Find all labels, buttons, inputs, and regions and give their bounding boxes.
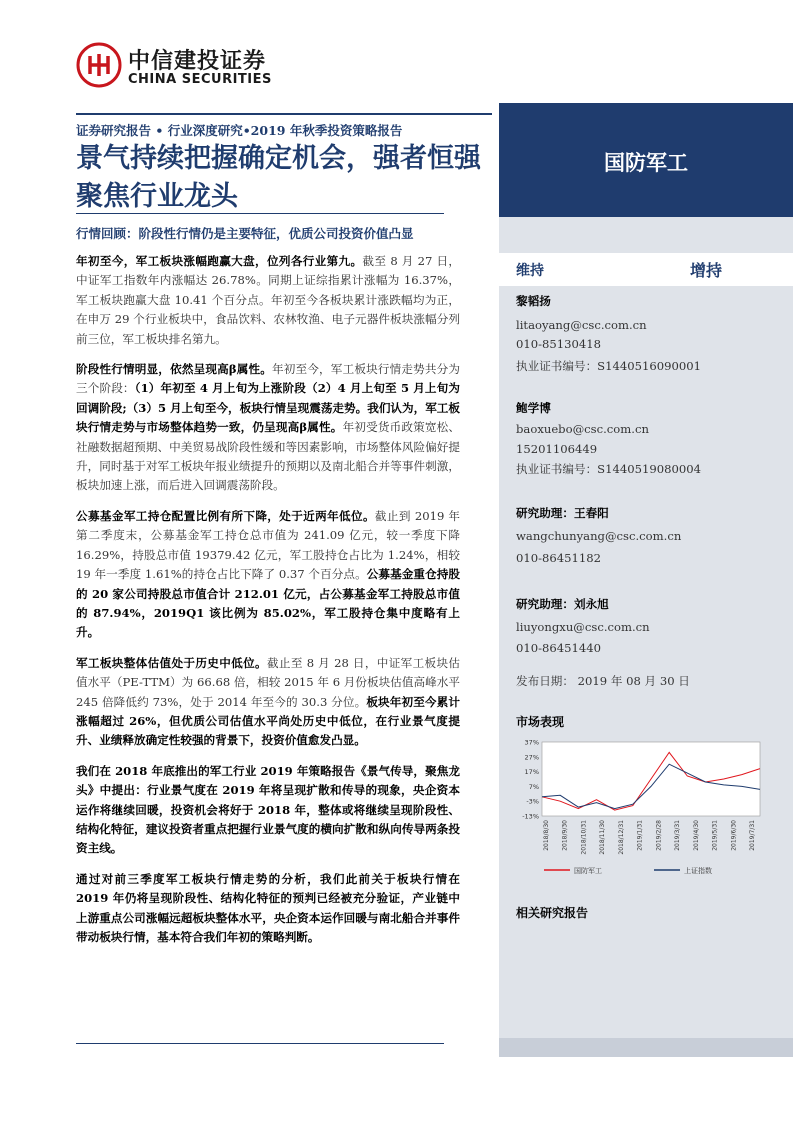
legend-label: 国防军工 (574, 867, 602, 875)
publish-date: 发布日期： 2019 年 08 月 30 日 (516, 674, 690, 688)
paragraph-market-review (76, 252, 460, 349)
paragraph-emphasis: （1）年初至 4 月上旬为上涨阶段（2）4 月上旬至 5 月上旬为回调阶段;（3）5 月上旬至今，板块行情呈现震荡走势。我们认为，军工板块行情走势与市场整体趋势一致，仍呈现高β属性。 (76, 381, 460, 435)
y-tick-label: 7% (528, 782, 539, 791)
related-reports-heading: 相关研究报告 (516, 906, 589, 920)
x-tick-label: 2019/7/31 (749, 820, 756, 851)
x-tick-label: 2019/4/30 (692, 820, 700, 851)
x-tick-label: 2019/5/31 (711, 820, 719, 851)
assistant-phone: 010-86451182 (516, 551, 602, 565)
sector-name: 国防军工 (604, 151, 688, 175)
paragraph-emphasis: 板块年初至今累计涨幅超过 26%，但优质公司估值水平尚处历史中低位，在行业景气度提升、业绩释放确定性较强的背景下，投资价值愈发凸显。 (76, 694, 460, 748)
paragraph-emphasis: 公募基金重仓持股的 20 家公司持股总市值合计 212.01 亿元，占公募基金军工持股总市值的 87.94%，2019Q1 该比例为 85.02%，军工股持仓集中度略有上升。 (76, 567, 460, 640)
x-tick-label: 2018/11/30 (599, 820, 607, 855)
report-title: 景气持续把握确定机会，强者恒强聚焦行业龙头 (76, 143, 481, 212)
x-tick-label: 2018/8/30 (543, 820, 550, 851)
paragraph-text: 截至 8 月 27 日，中证军工指数年内涨幅达 26.78%。同期上证综指累计涨幅为 16.37%，军工板块跑赢大盘 10.41 个百分点。年初至今各板块累计涨跌幅均为正，在申万 29 个行业板块中，食品饮料、农林牧渔、电子元器件板块涨幅分列前三位，军工板块排名第九。 (76, 254, 460, 346)
analyst-cert: 执业证书编号：S1440516090001 (516, 359, 701, 373)
paragraph-text: 截止至 8 月 28 日，中证军工板块估值水平（PE-TTM）为 66.68 倍，相较 2015 年 6 月份板块估值高峰水平 245 倍降低约 73%，处于 2014 年至今的 30.3 分位。 (76, 655, 460, 709)
paragraph-text: 年初受货币政策宽松、社融数据超预期、中美贸易战阶段性缓和等因素影响，市场整体风险偏好提升，同时基于对军工板块年报业绩提升的预期以及南北船合并等事件刺激，板块加速上涨，而后进入回调震荡阶段。 (76, 420, 460, 493)
assistant-name: 研究助理：王春阳 (516, 506, 609, 520)
x-tick-label: 2019/2/28 (655, 820, 663, 851)
analyst-name: 鲍学博 (516, 401, 551, 415)
x-tick-label: 2018/9/30 (561, 820, 569, 851)
header-divider (76, 113, 492, 115)
y-tick-label: -3% (526, 797, 539, 806)
title-divider (76, 213, 444, 214)
paragraph-lead: 阶段性行情明显，依然呈现高β属性。 (76, 362, 273, 377)
x-tick-label: 2019/3/31 (674, 820, 682, 851)
rating-action: 维持 (516, 263, 544, 279)
company-logo (76, 42, 286, 94)
report-subtitle: 行情回顾：阶段性行情仍是主要特征，优质公司投资价值凸显 (76, 226, 414, 241)
x-tick-label: 2018/10/31 (580, 820, 588, 855)
paragraph-fund-holdings (76, 507, 460, 643)
sidebar-footer-band (499, 1038, 793, 1057)
analyst-phone: 15201106449 (516, 442, 598, 456)
y-tick-label: -13% (522, 812, 539, 821)
x-tick-label: 2019/1/31 (636, 820, 644, 851)
logo-english-name: CHINA SECURITIES (128, 72, 272, 87)
analyst-phone: 010-85130418 (516, 337, 602, 351)
paragraph-lead: 公募基金军工持仓配置比例有所下降，处于近两年低位。 (76, 508, 375, 523)
rating-value: 增持 (690, 261, 723, 280)
report-type: 证券研究报告 • 行业深度研究•2019 年秋季投资策略报告 (76, 123, 403, 138)
assistant-name: 研究助理：刘永旭 (516, 597, 609, 611)
paragraph-strategy (76, 762, 460, 859)
paragraph-conclusion (76, 870, 460, 948)
analyst-cert: 执业证书编号：S1440519080004 (516, 462, 701, 476)
report-body (76, 252, 460, 958)
assistant-email[interactable]: wangchunyang@csc.com.cn (516, 529, 682, 543)
y-tick-label: 27% (524, 753, 539, 762)
paragraph-text: 年初至今，军工板块行情走势共分为三个阶段： (76, 362, 460, 396)
china-securities-logo-icon (76, 42, 122, 88)
y-tick-label: 17% (524, 768, 539, 777)
market-performance-chart (516, 732, 764, 882)
assistant-phone: 010-86451440 (516, 641, 602, 655)
y-tick-label: 37% (524, 738, 539, 747)
legend-label: 上证指数 (684, 867, 712, 875)
paragraph-valuation (76, 654, 460, 751)
paragraph-text: 截止到 2019 年第二季度末，公募基金军工持仓总市值为 241.09 亿元，较一季度下降 16.29%，持股总市值 19379.42 亿元，军工股持仓占比为 1.24%，相较 19 年一季度 1.61%的持仓占比下降了 0.37 个百分点。 (76, 508, 460, 582)
analyst-email[interactable]: litaoyang@csc.com.cn (516, 318, 647, 332)
paragraph-emphasis: 通过对前三季度军工板块行情走势的分析，我们此前关于板块行情在 2019 年仍将呈现阶段性、结构化特征的预判已经被充分验证，产业链中上游重点公司涨幅远超板块整体水平，央企资本运作回暖与南北船合并事件带动板块行情，基本符合我们年初的策略判断。 (76, 871, 460, 944)
logo-chinese-name: 中信建投证券 (128, 49, 267, 74)
chart-title: 市场表现 (516, 715, 565, 729)
paragraph-stage-trend (76, 360, 460, 496)
footer-divider (76, 1043, 444, 1044)
x-tick-label: 2018/12/31 (617, 820, 625, 855)
analyst-name: 黎韬扬 (516, 294, 551, 308)
paragraph-lead: 军工板块整体估值处于历史中低位。 (76, 655, 267, 670)
paragraph-emphasis: 我们在 2018 年底推出的军工行业 2019 年策略报告《景气传导，聚焦龙头》中提出：行业景气度在 2019 年将呈现扩散和传导的现象，央企资本运作将继续回暖，投资机会将好于 2018 年，整体或将继续呈现阶段性、结构化特征，建议投资者重点把握行业景气度的横向扩散和纵向传导两条投资主线。 (76, 763, 460, 856)
x-tick-label: 2019/6/30 (730, 820, 738, 851)
sector-banner (499, 103, 793, 217)
analyst-email[interactable]: baoxuebo@csc.com.cn (516, 422, 649, 436)
paragraph-lead: 年初至今，军工板块涨幅跑赢大盘，位列各行业第九。 (76, 254, 363, 268)
assistant-email[interactable]: liuyongxu@csc.com.cn (516, 620, 650, 634)
